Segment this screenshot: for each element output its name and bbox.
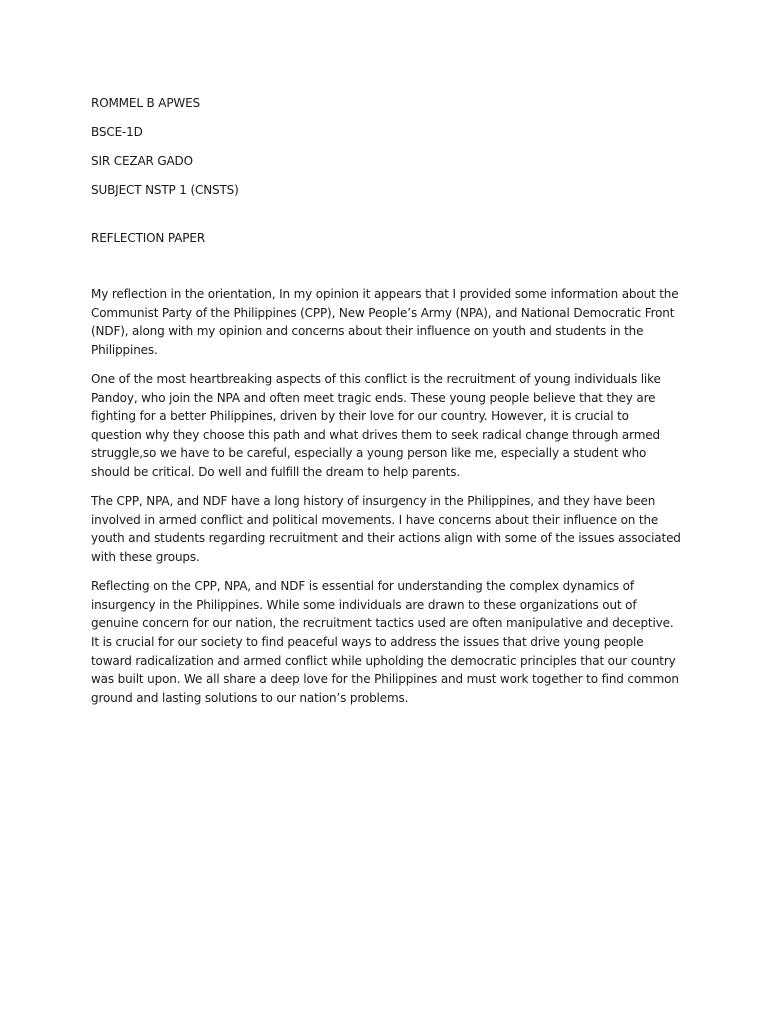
subject-line: SUBJECT NSTP 1 (CNSTS): [91, 182, 239, 197]
instructor-name: SIR CEZAR GADO: [91, 153, 193, 168]
paragraph-1: My reflection in the orientation, In my opinion it appears that I provided some information about the Communist Party of the Philippines (CPP), New People’s Army (NPA), and National Democratic Front (NDF), along with my opinion and concerns about their influence on youth and students in the Philippines.: [91, 287, 679, 357]
document-title: REFLECTION PAPER: [91, 230, 206, 245]
author-name: ROMMEL B APWES: [91, 96, 201, 110]
paragraph-4: Reflecting on the CPP, NPA, and NDF is essential for understanding the complex dynamics of insurgency in the Philippines. While some individuals are drawn to these organizations out of genuine concern for our nation, the recruitment tactics used are often manipulative and deceptive. It is crucial for our society to find peaceful ways to address the issues that drive young people toward radicalization and armed conflict while upholding the democratic principles that our country was built upon. We all share a deep love for the Philippines and must work together to find common ground and lasting solutions to our nation’s problems.: [91, 579, 679, 705]
course-section: BSCE-1D: [91, 124, 143, 139]
paragraph-2: One of the most heartbreaking aspects of this conflict is the recruitment of young individuals like Pandoy, who join the NPA and often meet tragic ends. These young people believe that they are fighting for a better Philippines, driven by their love for our country. However, it is crucial to question why they choose this path and what drives them to seek radical change through armed struggle,so we have to be careful, especially a young person like me, especially a student who should be critical. Do well and fulfill the dream to help parents.: [91, 372, 661, 480]
document-body: [91, 94, 681, 718]
paragraph-3: The CPP, NPA, and NDF have a long history of insurgency in the Philippines, and they have been involved in armed conflict and political movements. I have concerns about their influence on the youth and students regarding recruitment and their actions align with some of the issues associated with these groups.: [91, 494, 681, 565]
